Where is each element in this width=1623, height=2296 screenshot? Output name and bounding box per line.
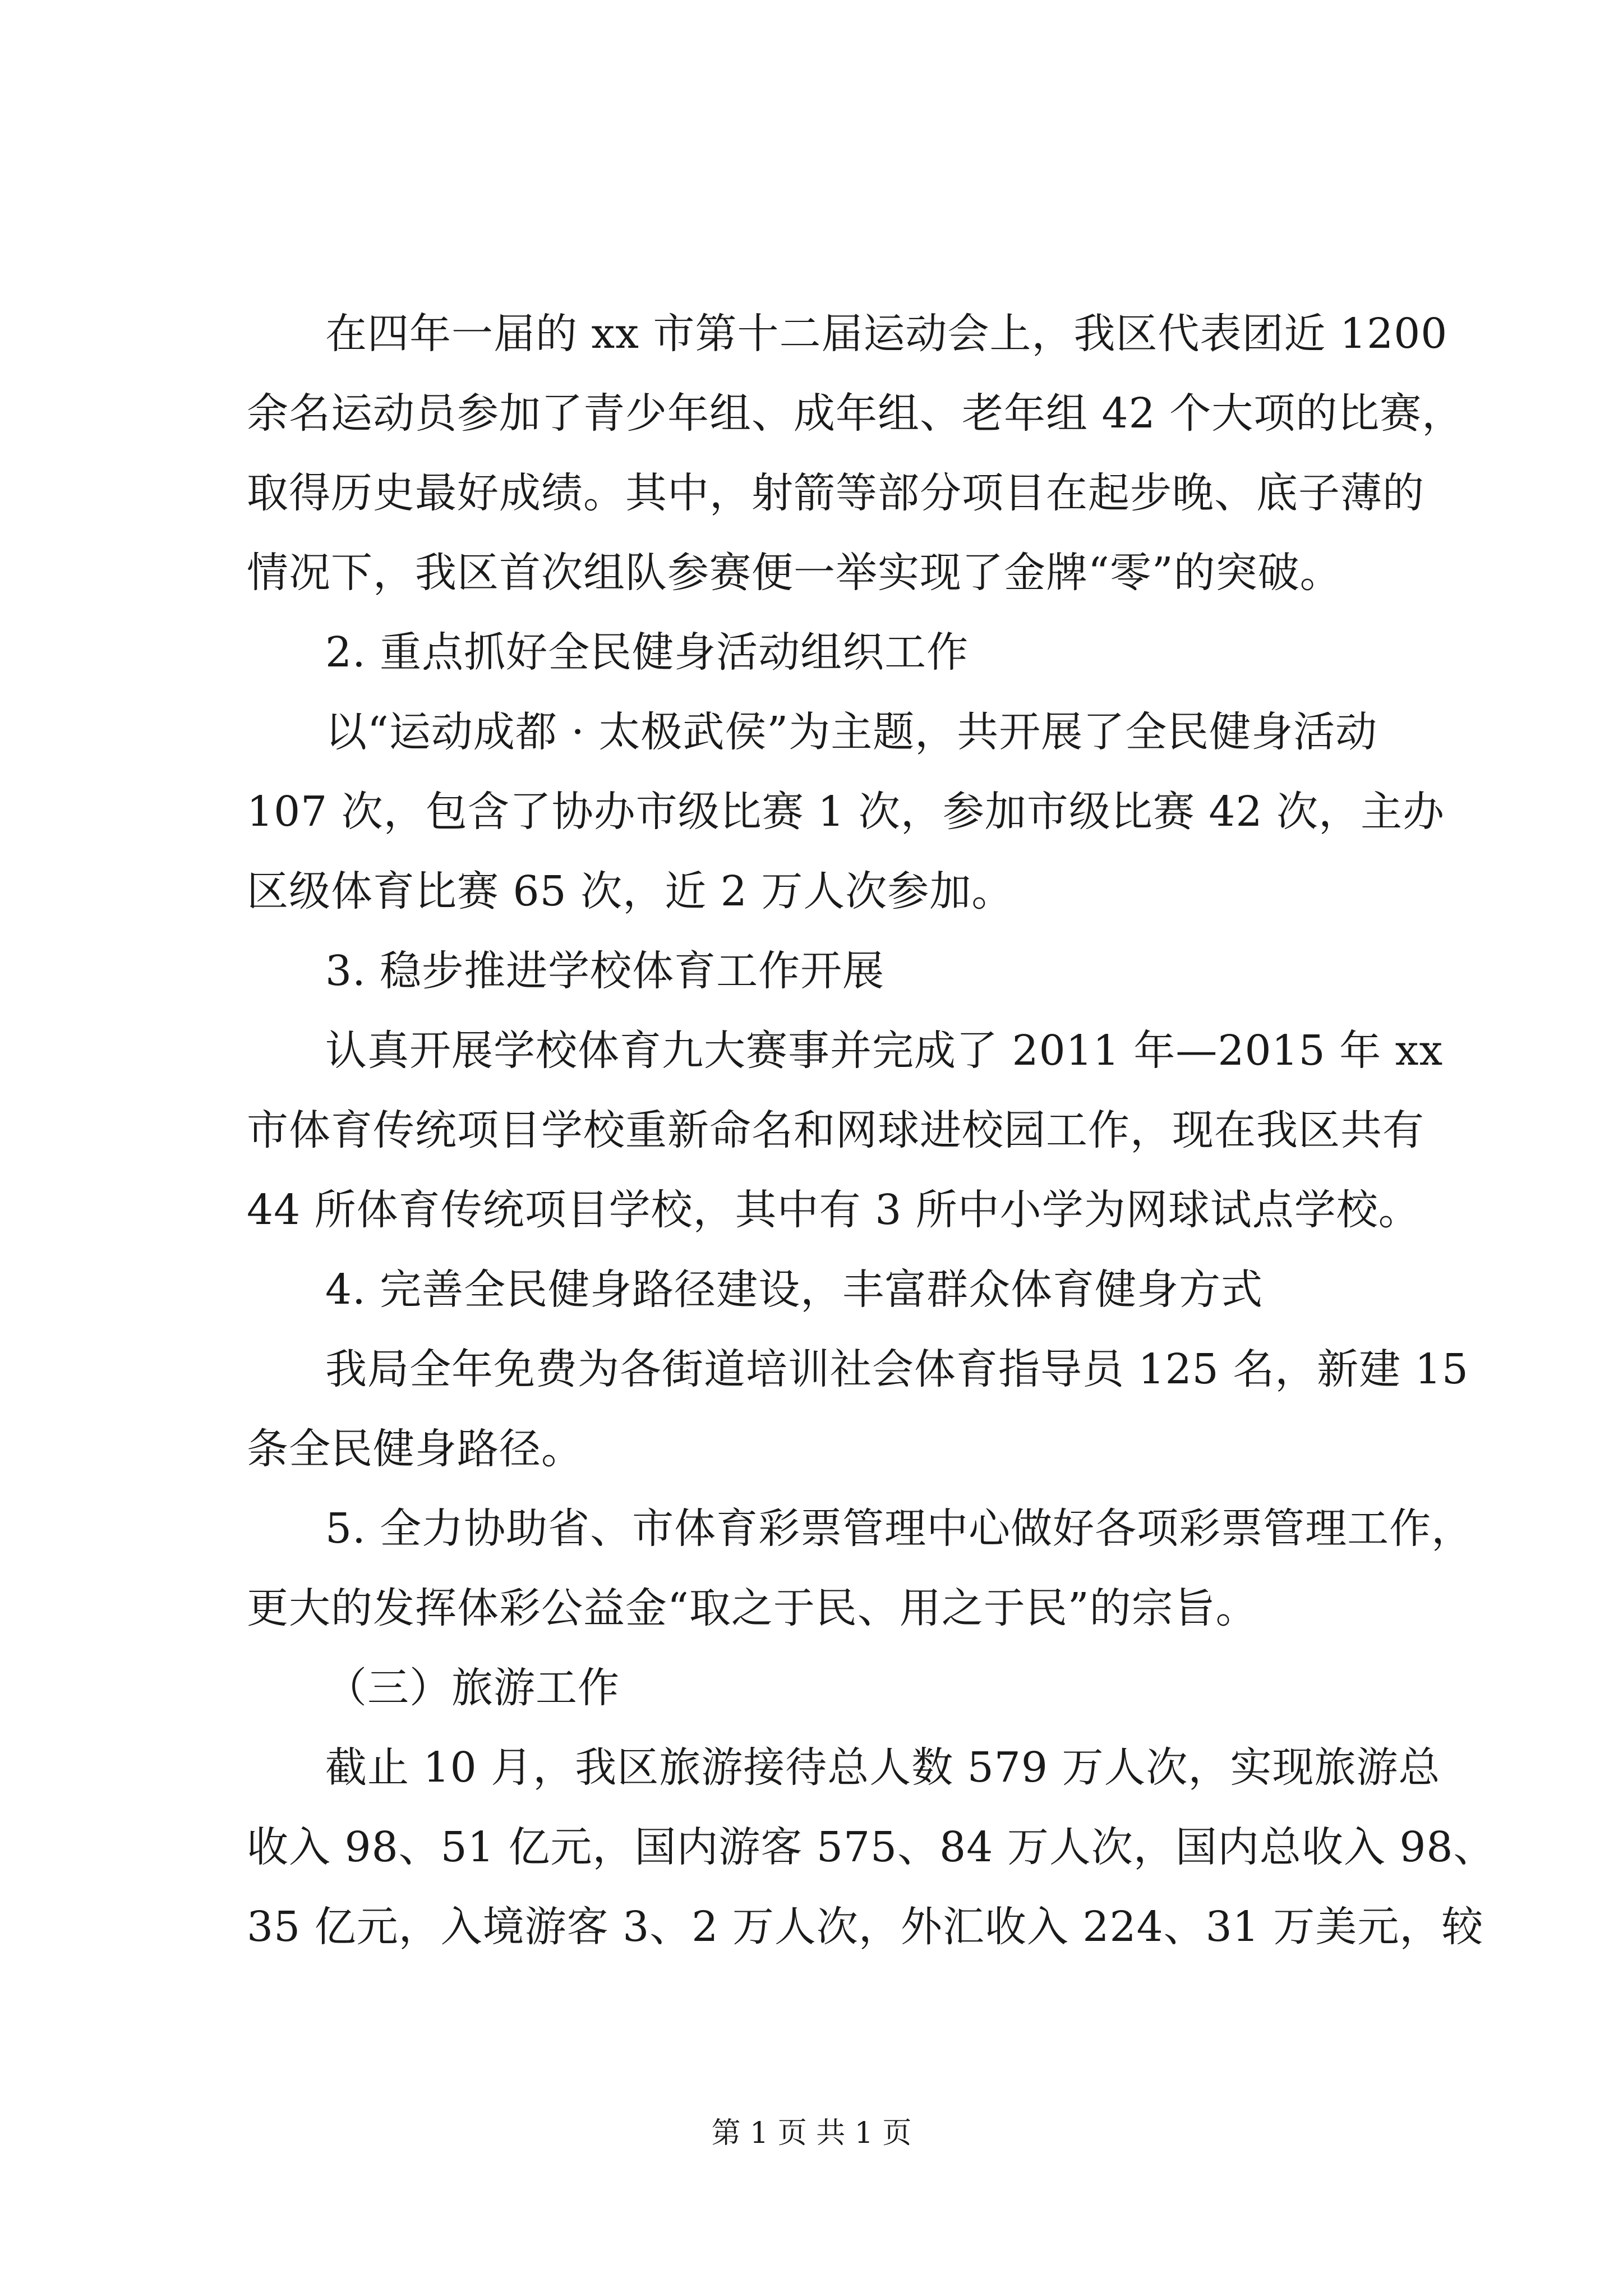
paragraph-line: 以“运动成都 · 太极武侯”为主题，共开展了全民健身活动 — [325, 708, 1378, 756]
section-heading: 4. 完善全民健身路径建设，丰富群众体育健身方式 — [325, 1266, 1264, 1314]
section-heading: 2. 重点抓好全民健身活动组织工作 — [325, 628, 969, 677]
paragraph-line: 35 亿元，入境游客 3、2 万人次，外汇收入 224、31 万美元，较 — [247, 1903, 1484, 1951]
paragraph-line: 情况下，我区首次组队参赛便一举实现了金牌“零”的突破。 — [247, 549, 1342, 597]
section-heading: （三）旅游工作 — [325, 1664, 620, 1712]
paragraph-line: 取得历史最好成绩。其中，射箭等部分项目在起步晚、底子薄的 — [247, 469, 1424, 517]
paragraph-line: 我局全年免费为各街道培训社会体育指导员 125 名，新建 15 — [325, 1345, 1469, 1393]
paragraph-line: 余名运动员参加了青少年组、成年组、老年组 42 个大项的比赛， — [247, 389, 1464, 438]
section-heading: 3. 稳步推进学校体育工作开展 — [325, 947, 885, 995]
paragraph-line: 市体育传统项目学校重新命名和网球进校园工作，现在我区共有 — [247, 1106, 1424, 1154]
paragraph-line: 107 次，包含了协办市级比赛 1 次，参加市级比赛 42 次，主办 — [247, 788, 1445, 836]
paragraph-line: 5. 全力协助省、市体育彩票管理中心做好各项彩票管理工作， — [325, 1504, 1474, 1553]
paragraph-line: 区级体育比赛 65 次，近 2 万人次参加。 — [247, 867, 1014, 915]
paragraph-line: 收入 98、51 亿元，国内游客 575、84 万人次，国内总收入 98、 — [247, 1823, 1496, 1871]
paragraph-line: 44 所体育传统项目学校，其中有 3 所中小学为网球试点学校。 — [247, 1186, 1421, 1234]
paragraph-line: 截止 10 月，我区旅游接待总人数 579 万人次，实现旅游总 — [325, 1743, 1441, 1792]
paragraph-line: 条全民健身路径。 — [247, 1425, 583, 1473]
paragraph-line: 认真开展学校体育九大赛事并完成了 2011 年—2015 年 xx — [325, 1027, 1444, 1075]
paragraph-line: 在四年一届的 xx 市第十二届运动会上，我区代表团近 1200 — [325, 310, 1448, 358]
page-footer: 第 1 页 共 1 页 — [711, 2116, 912, 2150]
paragraph-line: 更大的发挥体彩公益金“取之于民、用之于民”的宗旨。 — [247, 1584, 1258, 1632]
